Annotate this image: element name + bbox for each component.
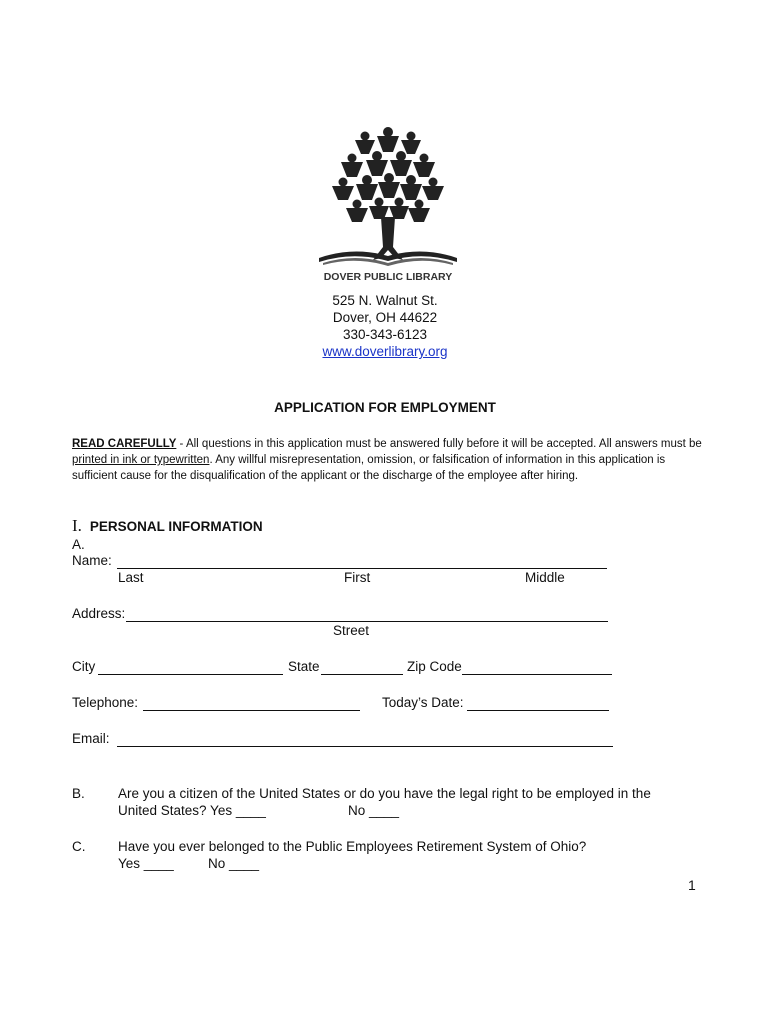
city-label: City (72, 659, 96, 674)
tree-of-people-icon (317, 122, 459, 284)
state-field[interactable] (321, 674, 403, 675)
section-heading-personal-information: I. PERSONAL INFORMATION (72, 516, 263, 535)
name-field[interactable] (117, 568, 607, 569)
name-last-caption: Last (118, 570, 144, 585)
question-c-no[interactable]: No ____ (208, 856, 260, 871)
instructions-paragraph: READ CAREFULLY - All questions in this application must be answered fully before it will be accepted. All answers must be printed in ink or typewritten. Any willful misrepresentation, omission, or falsification of information in this application is sufficient cause for the disqualification of the applicant or the discharge of the employee after hiring. (72, 438, 702, 482)
question-b-yes[interactable]: United States? Yes ____ (118, 803, 266, 818)
question-b-label: B. (72, 786, 85, 801)
address-field[interactable] (126, 621, 608, 622)
todays-date-field[interactable] (467, 710, 609, 711)
question-b-no[interactable]: No ____ (348, 803, 400, 818)
email-field[interactable] (117, 746, 613, 747)
library-website-link[interactable]: www.doverlibrary.org (322, 344, 448, 359)
question-b-text: Are you a citizen of the United States or do you have the legal right to be employed in the (118, 786, 651, 801)
address-label: Address: (72, 606, 126, 621)
zip-field[interactable] (462, 674, 612, 675)
todays-date-label: Today’s Date: (382, 695, 464, 710)
address-street-caption: Street (333, 623, 370, 638)
telephone-label: Telephone: (72, 695, 139, 710)
name-first-caption: First (344, 570, 371, 585)
form-title: APPLICATION FOR EMPLOYMENT (274, 400, 496, 415)
state-label: State (288, 659, 320, 674)
library-city-state: Dover, OH 44622 (332, 310, 438, 325)
read-carefully-label: READ CAREFULLY (72, 438, 177, 450)
library-logo (317, 122, 459, 284)
logo-text: DOVER PUBLIC LIBRARY (323, 271, 453, 283)
page-number: 1 (688, 877, 696, 893)
telephone-field[interactable] (143, 710, 360, 711)
name-label: Name: (72, 553, 112, 568)
city-field[interactable] (98, 674, 283, 675)
question-c-label: C. (72, 839, 86, 854)
subsection-a-label: A. (72, 537, 85, 552)
zip-label: Zip Code (407, 659, 462, 674)
printed-in-ink-text: printed in ink or typewritten (72, 454, 210, 466)
library-street: 525 N. Walnut St. (332, 293, 438, 308)
question-c-text: Have you ever belonged to the Public Employees Retirement System of Ohio? (118, 839, 587, 854)
name-middle-caption: Middle (525, 570, 565, 585)
library-phone: 330-343-6123 (342, 327, 428, 342)
email-label: Email: (72, 731, 110, 746)
question-c-yes[interactable]: Yes ____ (118, 856, 174, 871)
